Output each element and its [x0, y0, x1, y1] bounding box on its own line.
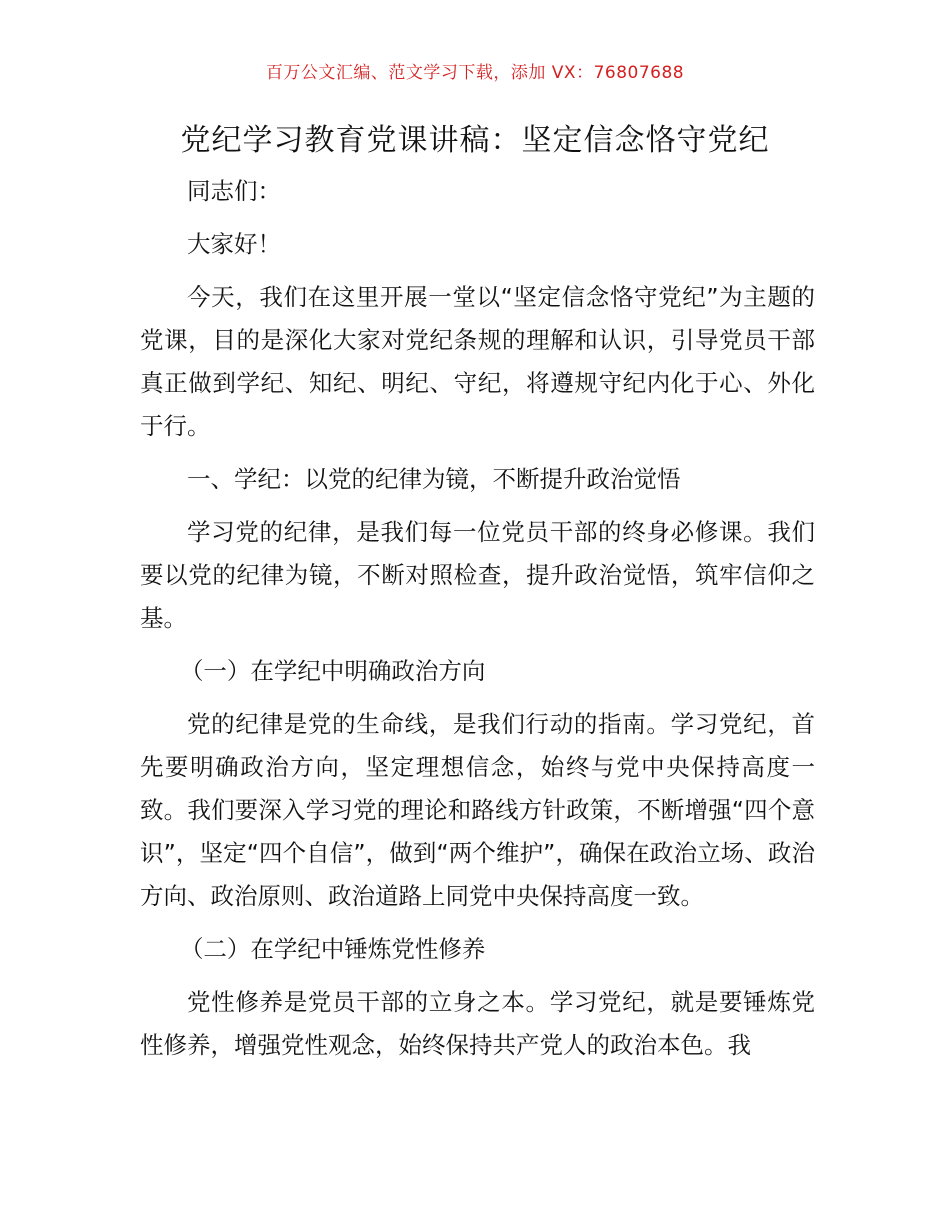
subsection-paragraph-1: 党的纪律是党的生命线，是我们行动的指南。学习党纪，首先要明确政治方向，坚定理想信念，始终与党中央保持高度一致。我们要深入学习党的理论和路线方针政策，不断增强“四个意识”，坚定“四个自信”，做到“两个维护”，确保在政治立场、政治方向、政治原则、政治道路上同党中央保持高度一致。	[140, 710, 815, 910]
section-paragraph-1: 学习党的纪律，是我们每一位党员干部的终身必修课。我们要以党的纪律为镜，不断对照检查，提升政治觉悟，筑牢信仰之基。	[140, 518, 815, 632]
subsection-paragraph-2: 党性修养是党员干部的立身之本。学习党纪，就是要锤炼党性修养，增强党性观念，始终保持共产党人的政治本色。我	[140, 988, 815, 1059]
subsection-heading-1: （一）在学纪中明确政治方向	[179, 657, 486, 685]
salutation: 大家好！	[187, 230, 281, 258]
document-title: 党纪学习教育党课讲稿：坚定信念恪守党纪	[180, 123, 770, 158]
watermark-text: 百万公文汇编、范文学习下载，添加 VX：76807688	[265, 63, 685, 83]
section-heading-1: 一、学纪：以党的纪律为镜，不断提升政治觉悟	[187, 465, 681, 493]
subsection-heading-2: （二）在学纪中锤炼党性修养	[179, 935, 486, 963]
greeting: 同志们：	[187, 177, 281, 205]
document-body	[140, 170, 815, 1077]
intro-paragraph: 今天，我们在这里开展一堂以“坚定信念恪守党纪”为主题的党课，目的是深化大家对党纪条规的理解和认识，引导党员干部真正做到学纪、知纪、明纪、守纪，将遵规守纪内化于心、外化于行。	[140, 283, 815, 440]
